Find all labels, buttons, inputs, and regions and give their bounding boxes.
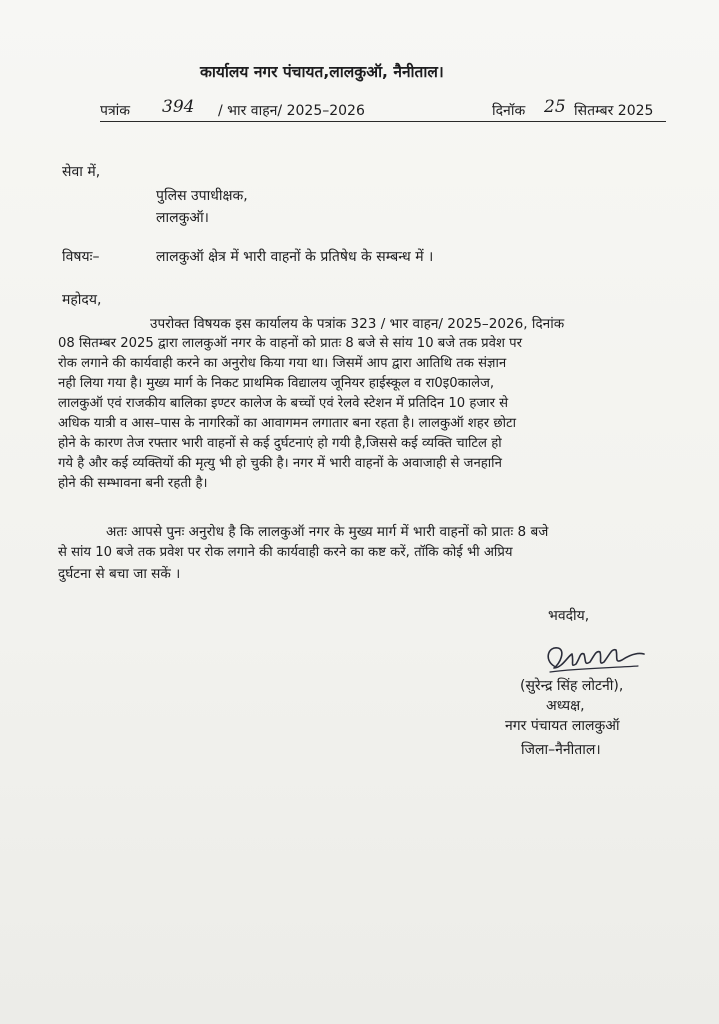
patrank-label: पत्रांक — [100, 103, 131, 119]
office-title: कार्यालय नगर पंचायत,लालकुऑ, नैनीताल। — [200, 63, 444, 81]
body-line: 08 सितम्बर 2025 द्वारा लालकुऑ नगर के वाहनों को प्रातः 8 बजे से सांय 10 बजे तक प्रवेश पर — [58, 336, 522, 351]
body-line: अतः आपसे पुनः अनुरोध है कि लालकुऑ नगर के मुख्य मार्ग में भारी वाहनों को प्रातः 8 बजे — [106, 524, 549, 540]
subject-label: विषयः– — [62, 249, 100, 265]
date-label: दिनॉक — [492, 103, 526, 119]
body-line: दुर्घटना से बचा जा सकें । — [58, 566, 181, 582]
subject-text: लालकुऑ क्षेत्र में भारी वाहनों के प्रतिषेध के सम्बन्ध में । — [156, 249, 434, 265]
body-line: से सांय 10 बजे तक प्रवेश पर रोक लगाने की कार्यवाही करने का कष्ट करें, तॉकि कोई भी अप्रिय — [58, 545, 513, 560]
body-line: उपरोक्त विषयक इस कार्यालय के पत्रांक 323 / भार वाहन/ 2025–2026, दिनांक — [150, 316, 565, 332]
body-line: अधिक यात्री व आस–पास के नागरिकों का आवागमन लगातार बना रहता है। लालकुऑ शहर छोटा — [58, 416, 517, 431]
closing-district: जिला–नैनीताल। — [521, 742, 601, 758]
closing-org: नगर पंचायत लालकुऑ — [505, 718, 620, 734]
handwritten-signature — [540, 638, 650, 678]
closing-yours: भवदीय, — [548, 608, 590, 624]
body-line: गये है और कई व्यक्तियों की मृत्यु भी हो चुकी है। नगर में भारी वाहनों के अवाजाही से जनहानि — [58, 456, 502, 471]
reference-underline — [100, 121, 666, 122]
closing-post: अध्यक्ष, — [546, 698, 585, 714]
body-line: होने के कारण तेज रफ्तार भारी वाहनों से कई दुर्घटनाएं हो गयी है,जिससे कई व्यक्ति चाटिल हो — [58, 436, 502, 451]
body-line: होने की सम्भावना बनी रहती है। — [58, 476, 208, 491]
closing-name: (सुरेन्द्र सिंह लोटनी), — [520, 678, 624, 694]
body-line: लालकुऑ एवं राजकीय बालिका इण्टर कालेज के बच्चों एवं रेलवे स्टेशन में प्रतिदिन 10 हजार से — [58, 396, 509, 411]
salutation-to: सेवा में, — [62, 164, 101, 180]
patrank-suffix: / भार वाहन/ 2025–2026 — [218, 103, 365, 119]
greeting: महोदय, — [62, 292, 102, 308]
body-line: नही लिया गया है। मुख्य मार्ग के निकट प्राथमिक विद्यालय जूनियर हाईस्कूल व रा0इ0कालेज, — [58, 376, 495, 391]
patrank-number: 394 — [162, 97, 195, 117]
date-day: 25 — [544, 97, 566, 117]
date-rest: सितम्बर 2025 — [574, 103, 654, 119]
recipient-place: लालकुऑ। — [156, 210, 209, 226]
recipient-designation: पुलिस उपाधीक्षक, — [156, 188, 248, 204]
body-line: रोक लगाने की कार्यवाही करने का अनुरोध किया गया था। जिसमें आप द्वारा आतिथि तक संज्ञान — [58, 356, 507, 371]
